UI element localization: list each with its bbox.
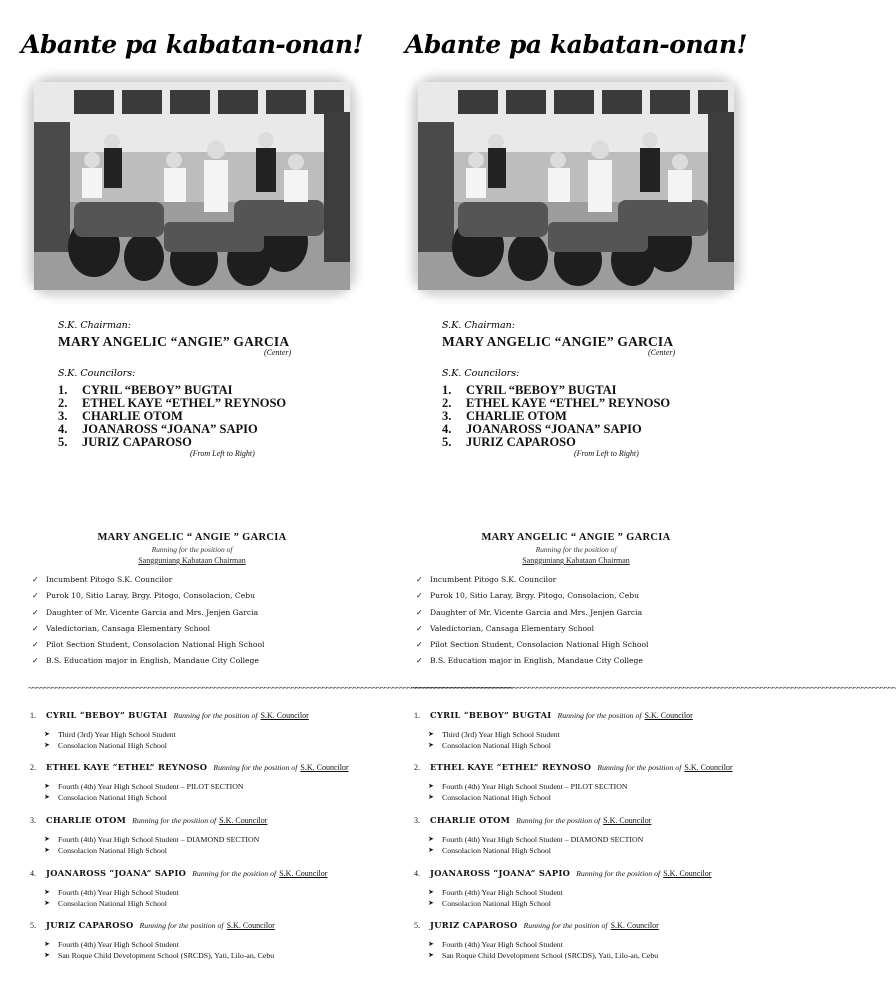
councilors-list [442, 384, 670, 449]
arrow-bullet-icon: ➤ [428, 846, 434, 854]
candidate-position: Sangguniang Kabataan Chairman [138, 556, 246, 565]
candidate-position: Sangguniang Kabataan Chairman [522, 556, 630, 565]
candidate-name: MARY ANGELIC “ ANGIE ” GARCIA [97, 532, 287, 543]
tilde-divider: ~~~~~~~~~~~~~~~~~~~~~~~~~~~~~~~~~~~~~~~~~~~~~~~~~~~~~~~~~~~~~~~~~~~~~~~~~~~~~~~~~~~~~~~~~~~~~~~~~~~~~~~~~~~~~~~~~~~~~~~~~~~~~ [28, 683, 512, 693]
councilors-note: (From Left to Right) [574, 449, 639, 458]
councilor-entry: 4. JOANAROSS “JOANA” SAPIO Running for the position of S.K. Councilor ➤ Fourth (4th) Year High School Student ➤ Consolacion National High School [414, 868, 712, 908]
group-photo [34, 82, 350, 290]
qualification-item: ✓ Purok 10, Sitio Laray, Brgy. Pitogo, Consolacion, Cebu [416, 588, 648, 604]
councilor-entry: 1. CYRIL “BEBOY” BUGTAI Running for the position of S.K. Councilor ➤ Third (3rd) Year High School Student ➤ Consolacion National High School [414, 710, 693, 750]
chairman-name: MARY ANGELIC “ANGIE” GARCIA [58, 334, 290, 349]
qualification-item: ✓ Daughter of Mr. Vicente Garcia and Mrs. Jenjen Garcia [416, 605, 648, 621]
checkmark-icon: ✓ [32, 591, 39, 601]
councilors-note: (From Left to Right) [190, 449, 255, 458]
qualification-item: ✓ B.S. Education major in English, Mandaue City College [32, 653, 264, 669]
arrow-bullet-icon: ➤ [44, 835, 50, 843]
chairman-note: (Center) [648, 348, 676, 357]
chairman-label: S.K. Chairman: [58, 320, 131, 331]
councilor-item: 3. CHARLIE OTOM [442, 409, 567, 423]
councilor-entry: 2. ETHEL KAYE “ETHEL” REYNOSO Running for the position of S.K. Councilor ➤ Fourth (4th) Year High School Student – PILOT SECTION ➤ Consolacion National High School [414, 762, 733, 802]
arrow-bullet-icon: ➤ [428, 730, 434, 738]
arrow-bullet-icon: ➤ [44, 888, 50, 896]
qualification-item: ✓ Incumbent Pitogo S.K. Councilor [32, 572, 264, 588]
checkmark-icon: ✓ [416, 591, 423, 601]
councilor-item: 4. JOANAROSS “JOANA” SAPIO [442, 422, 642, 436]
arrow-bullet-icon: ➤ [428, 899, 434, 907]
arrow-bullet-icon: ➤ [44, 940, 50, 948]
arrow-bullet-icon: ➤ [44, 741, 50, 749]
arrow-bullet-icon: ➤ [44, 846, 50, 854]
councilor-item: 1. CYRIL “BEBOY” BUGTAI [58, 383, 233, 397]
arrow-bullet-icon: ➤ [44, 951, 50, 959]
checkmark-icon: ✓ [32, 640, 39, 650]
checkmark-icon: ✓ [32, 656, 39, 666]
candidate-name: MARY ANGELIC “ ANGIE ” GARCIA [481, 532, 671, 543]
checkmark-icon: ✓ [416, 640, 423, 650]
arrow-bullet-icon: ➤ [428, 741, 434, 749]
qualifications-list [416, 572, 648, 670]
arrow-bullet-icon: ➤ [44, 899, 50, 907]
arrow-bullet-icon: ➤ [428, 782, 434, 790]
arrow-bullet-icon: ➤ [44, 782, 50, 790]
candidate-running-label: Running for the position of [151, 545, 233, 554]
councilor-entry: 3. CHARLIE OTOM Running for the position of S.K. Councilor ➤ Fourth (4th) Year High School Student – DIAMOND SECTION ➤ Consolacion National High School [414, 815, 652, 855]
checkmark-icon: ✓ [416, 623, 423, 633]
councilor-item: 2. ETHEL KAYE “ETHEL” REYNOSO [58, 396, 287, 410]
arrow-bullet-icon: ➤ [428, 888, 434, 896]
councilors-label: S.K. Councilors: [442, 368, 520, 379]
arrow-bullet-icon: ➤ [44, 730, 50, 738]
slogan-heading: Abante pa kabatan-onan! [21, 30, 363, 59]
councilor-entry: 4. JOANAROSS “JOANA” SAPIO Running for the position of S.K. Councilor ➤ Fourth (4th) Year High School Student ➤ Consolacion National High School [30, 868, 328, 908]
councilor-item: 3. CHARLIE OTOM [58, 409, 183, 423]
checkmark-icon: ✓ [32, 607, 39, 617]
candidate-running-label: Running for the position of [535, 545, 617, 554]
arrow-bullet-icon: ➤ [428, 951, 434, 959]
group-photo [418, 82, 734, 290]
checkmark-icon: ✓ [416, 575, 423, 584]
qualification-item: ✓ Valedictorian, Cansaga Elementary School [416, 621, 648, 637]
councilor-item: 4. JOANAROSS “JOANA” SAPIO [58, 422, 258, 436]
arrow-bullet-icon: ➤ [44, 793, 50, 801]
tilde-divider: ~~~~~~~~~~~~~~~~~~~~~~~~~~~~~~~~~~~~~~~~~~~~~~~~~~~~~~~~~~~~~~~~~~~~~~~~~~~~~~~~~~~~~~~~~~~~~~~~~~~~~~~~~~~~~~~~~~~~~~~~~~~~~ [412, 683, 896, 693]
councilor-entry: 5. JURIZ CAPAROSO Running for the position of S.K. Councilor ➤ Fourth (4th) Year High School Student ➤ San Roque Child Development School (SRCDS), Yati, Lilo-an, Cebu [414, 920, 659, 960]
qualification-item: ✓ Valedictorian, Cansaga Elementary School [32, 621, 264, 637]
qualification-item: ✓ B.S. Education major in English, Mandaue City College [416, 653, 648, 669]
councilor-item: 2. ETHEL KAYE “ETHEL” REYNOSO [442, 396, 671, 410]
arrow-bullet-icon: ➤ [428, 940, 434, 948]
councilor-entry: 3. CHARLIE OTOM Running for the position of S.K. Councilor ➤ Fourth (4th) Year High School Student – DIAMOND SECTION ➤ Consolacion National High School [30, 815, 268, 855]
councilors-list [58, 384, 286, 449]
chairman-note: (Center) [264, 348, 292, 357]
qualifications-list [32, 572, 264, 670]
councilors-label: S.K. Councilors: [58, 368, 136, 379]
councilor-item: 5. JURIZ CAPAROSO [58, 435, 192, 449]
councilor-item: 1. CYRIL “BEBOY” BUGTAI [442, 383, 617, 397]
chairman-label: S.K. Chairman: [442, 320, 515, 331]
arrow-bullet-icon: ➤ [428, 793, 434, 801]
checkmark-icon: ✓ [32, 575, 39, 584]
qualification-item: ✓ Purok 10, Sitio Laray, Brgy. Pitogo, Consolacion, Cebu [32, 588, 264, 604]
councilor-item: 5. JURIZ CAPAROSO [442, 435, 576, 449]
councilor-entry: 2. ETHEL KAYE “ETHEL” REYNOSO Running for the position of S.K. Councilor ➤ Fourth (4th) Year High School Student – PILOT SECTION ➤ Consolacion National High School [30, 762, 349, 802]
councilor-entry: 5. JURIZ CAPAROSO Running for the position of S.K. Councilor ➤ Fourth (4th) Year High School Student ➤ San Roque Child Development School (SRCDS), Yati, Lilo-an, Cebu [30, 920, 275, 960]
qualification-item: ✓ Pilot Section Student, Consolacion National High School [32, 637, 264, 653]
checkmark-icon: ✓ [32, 623, 39, 633]
qualification-item: ✓ Incumbent Pitogo S.K. Councilor [416, 572, 648, 588]
arrow-bullet-icon: ➤ [428, 835, 434, 843]
councilor-entry: 1. CYRIL “BEBOY” BUGTAI Running for the position of S.K. Councilor ➤ Third (3rd) Year High School Student ➤ Consolacion National High School [30, 710, 309, 750]
qualification-item: ✓ Daughter of Mr. Vicente Garcia and Mrs. Jenjen Garcia [32, 605, 264, 621]
chairman-name: MARY ANGELIC “ANGIE” GARCIA [442, 334, 674, 349]
qualification-item: ✓ Pilot Section Student, Consolacion National High School [416, 637, 648, 653]
checkmark-icon: ✓ [416, 656, 423, 666]
slogan-heading: Abante pa kabatan-onan! [405, 30, 747, 59]
flyer-right [384, 0, 896, 1006]
checkmark-icon: ✓ [416, 607, 423, 617]
